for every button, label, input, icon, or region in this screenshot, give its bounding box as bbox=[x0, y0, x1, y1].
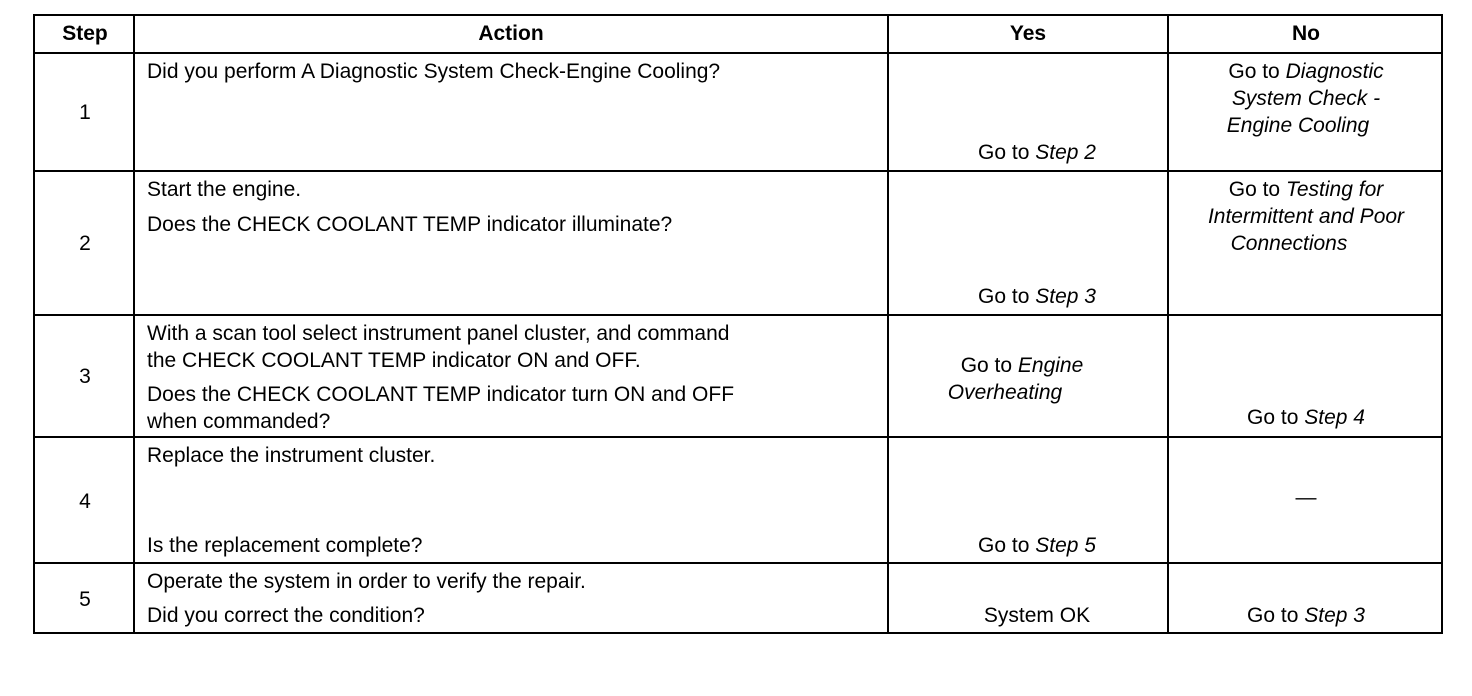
action-text: Does the CHECK COOLANT TEMP indicator turn ON and OFF bbox=[147, 383, 735, 406]
yes-cell: System OK bbox=[983, 604, 1091, 627]
no-cell: Go to Step 3 bbox=[1247, 604, 1365, 627]
header-yes: Yes bbox=[1009, 22, 1047, 45]
action-text: Did you perform A Diagnostic System Check-Engine Cooling? bbox=[147, 60, 721, 83]
step-number: 1 bbox=[79, 101, 91, 124]
step-number: 4 bbox=[79, 490, 91, 513]
yes-cell: Go to Step 3 bbox=[978, 285, 1096, 308]
yes-cell: Go to Step 2 bbox=[978, 141, 1096, 164]
no-cell: Go to Step 4 bbox=[1247, 406, 1365, 429]
action-text: when commanded? bbox=[147, 410, 331, 433]
header-step: Step bbox=[62, 22, 108, 45]
action-text: Is the replacement complete? bbox=[147, 534, 423, 557]
header-action: Action bbox=[478, 22, 544, 45]
action-text: Replace the instrument cluster. bbox=[147, 444, 436, 467]
action-text: Operate the system in order to verify the repair. bbox=[147, 570, 586, 593]
table-row bbox=[35, 438, 1441, 564]
step-number: 2 bbox=[79, 232, 91, 255]
header-no: No bbox=[1292, 22, 1320, 45]
step-number: 3 bbox=[79, 365, 91, 388]
diagnostic-table bbox=[33, 14, 1443, 634]
no-cell: Go to Testing for Intermittent and Poor Connections bbox=[1207, 178, 1405, 255]
table-row bbox=[35, 54, 1441, 172]
action-text: the CHECK COOLANT TEMP indicator ON and OFF. bbox=[147, 349, 641, 372]
table-row bbox=[35, 316, 1441, 438]
action-text: Does the CHECK COOLANT TEMP indicator illuminate? bbox=[147, 213, 673, 236]
no-cell: Go to Diagnostic System Check - Engine Cooling bbox=[1226, 60, 1384, 137]
step-number: 5 bbox=[79, 588, 91, 611]
action-text: Did you correct the condition? bbox=[147, 604, 425, 627]
table-row bbox=[35, 172, 1441, 316]
action-text: With a scan tool select instrument panel cluster, and command bbox=[147, 322, 730, 345]
yes-cell: Go to Engine Overheating bbox=[947, 354, 1084, 404]
table-row bbox=[35, 564, 1441, 634]
no-cell-dash: — bbox=[1295, 486, 1317, 509]
action-text: Start the engine. bbox=[147, 178, 302, 201]
yes-cell: Go to Step 5 bbox=[978, 534, 1096, 557]
header-row bbox=[35, 16, 1441, 54]
